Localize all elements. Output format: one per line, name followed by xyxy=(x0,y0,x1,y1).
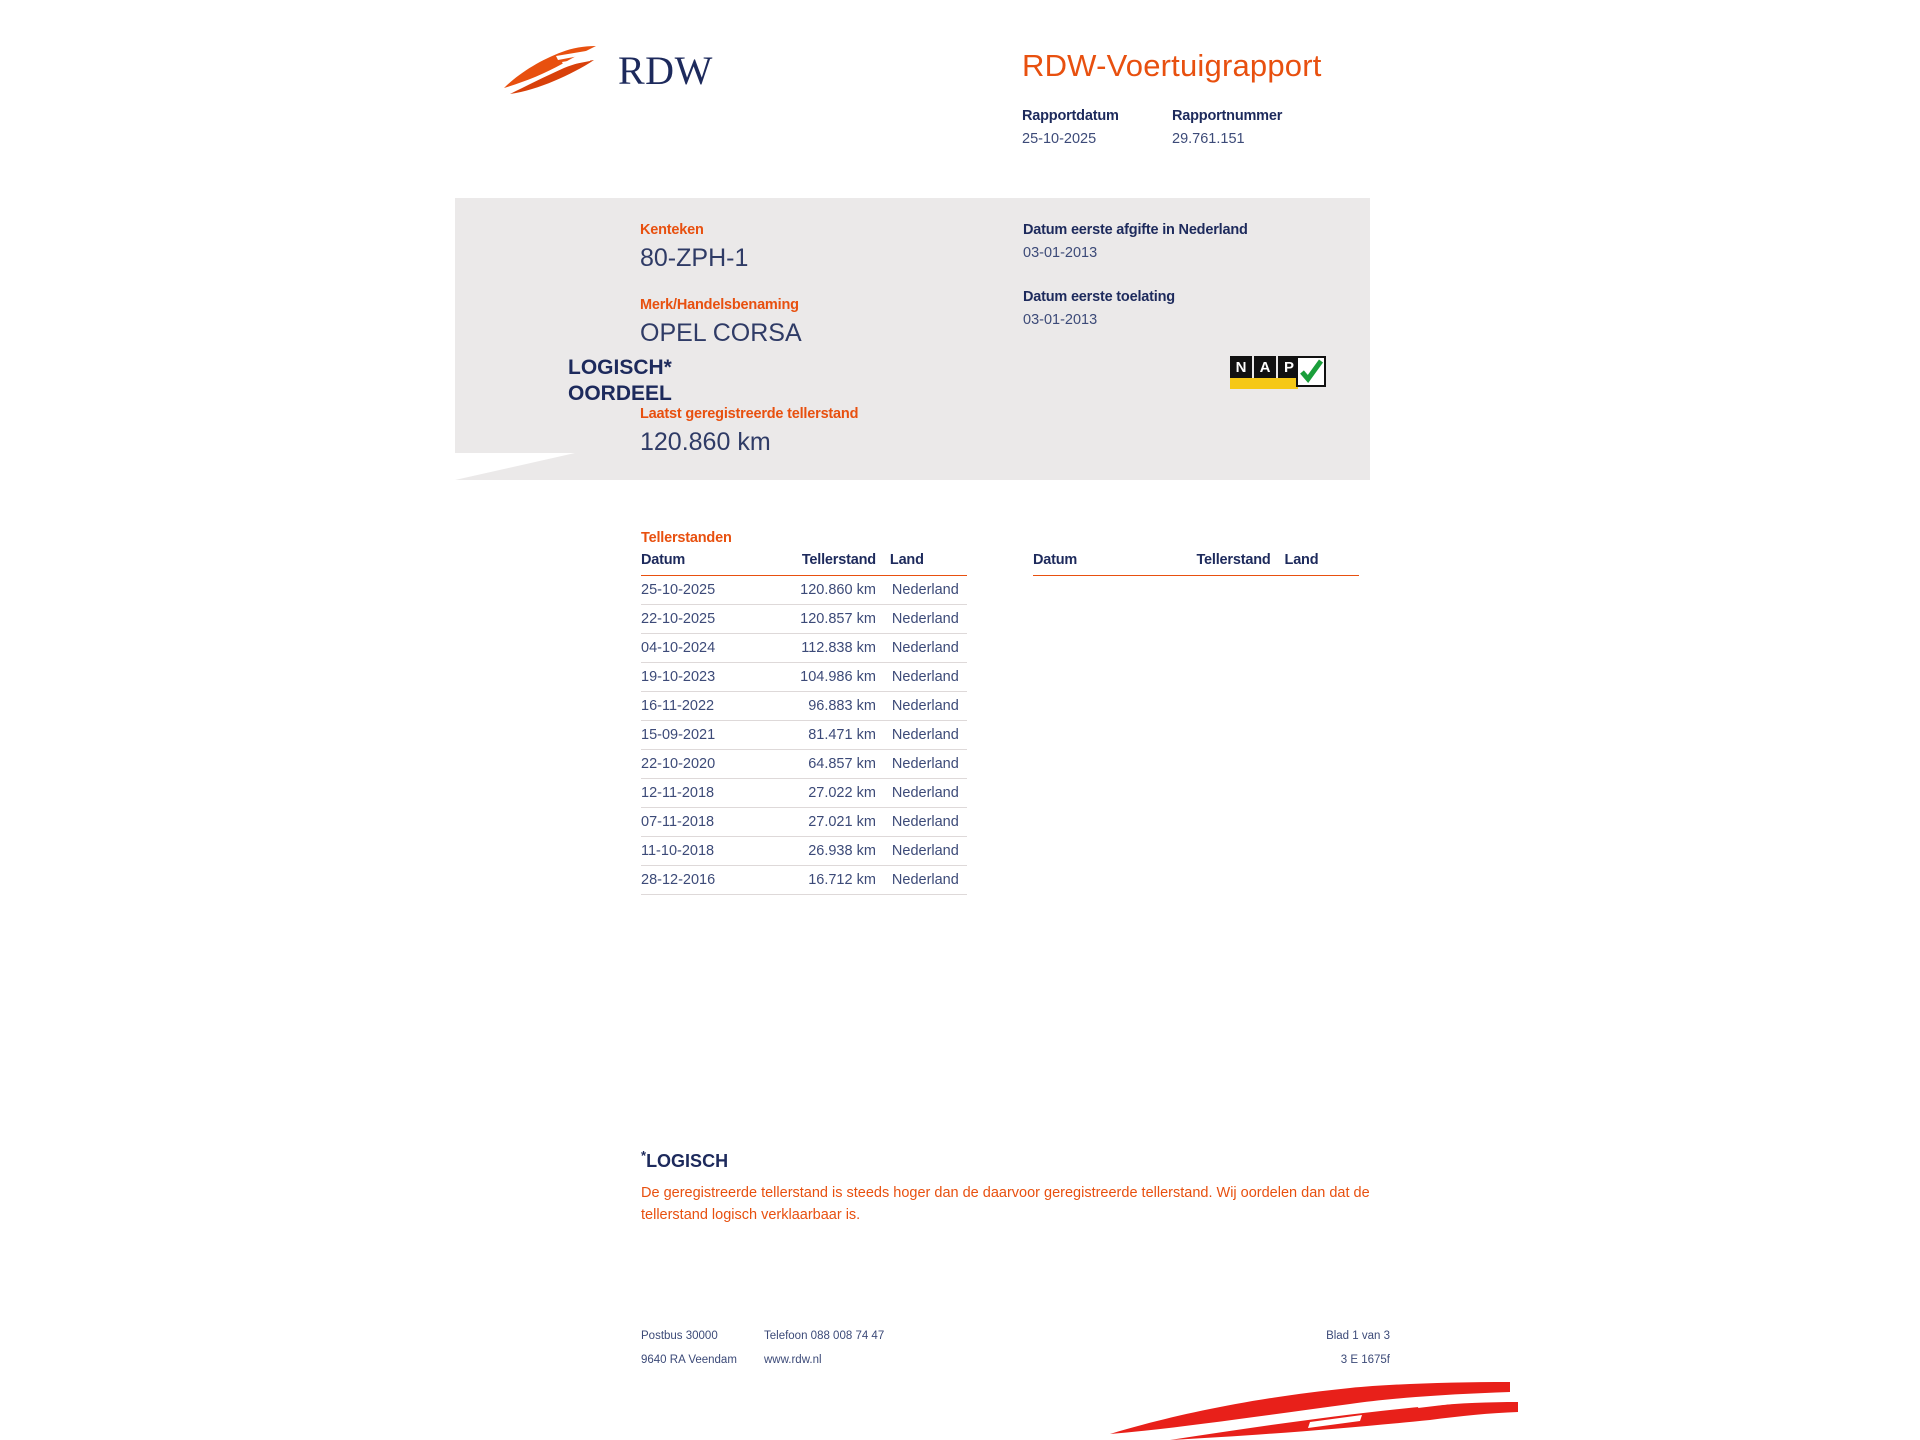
vehicle-summary-panel xyxy=(455,198,1370,480)
logo-wordmark: RDW xyxy=(618,47,713,93)
table-row xyxy=(641,779,967,808)
cell-datum: 19-10-2023 xyxy=(641,663,768,692)
rdw-logo xyxy=(500,40,713,100)
eerste-toelating-label: Datum eerste toelating xyxy=(1023,289,1175,305)
report-date-label: Rapportdatum xyxy=(1022,108,1119,124)
logisch-note xyxy=(641,1148,1381,1227)
cell-datum: 22-10-2025 xyxy=(641,605,768,634)
footer-right xyxy=(1280,1330,1390,1378)
cell-tellerstand: 120.857 km xyxy=(768,605,890,634)
tellerstanden-table-left xyxy=(641,552,967,895)
page-footer xyxy=(641,1330,1381,1378)
tellerstanden-left-body xyxy=(641,576,967,895)
cell-datum: 25-10-2025 xyxy=(641,576,768,605)
nap-badge-icon xyxy=(1230,356,1326,388)
merk-value: OPEL CORSA xyxy=(640,319,802,347)
logisch-note-title xyxy=(641,1148,1381,1172)
cell-tellerstand: 64.857 km xyxy=(768,750,890,779)
table-row xyxy=(641,576,967,605)
cell-tellerstand: 104.986 km xyxy=(768,663,890,692)
cell-land: Nederland xyxy=(890,750,967,779)
table-row xyxy=(641,866,967,895)
cell-tellerstand: 27.021 km xyxy=(768,808,890,837)
nap-letter-n: N xyxy=(1230,356,1252,378)
cell-datum: 16-11-2022 xyxy=(641,692,768,721)
cell-datum: 28-12-2016 xyxy=(641,866,768,895)
eerste-afgifte-label: Datum eerste afgifte in Nederland xyxy=(1023,222,1248,238)
footer-plaats: 9640 RA Veendam xyxy=(641,1354,737,1366)
cell-land: Nederland xyxy=(890,779,967,808)
cell-tellerstand: 112.838 km xyxy=(768,634,890,663)
footer-page-number: Blad 1 van 3 xyxy=(1326,1330,1390,1342)
cell-land: Nederland xyxy=(890,692,967,721)
cell-land: Nederland xyxy=(890,866,967,895)
vehicle-right-column xyxy=(1023,222,1353,328)
cell-land: Nederland xyxy=(890,663,967,692)
cell-datum: 12-11-2018 xyxy=(641,779,768,808)
footer-postbus: Postbus 30000 xyxy=(641,1330,718,1342)
report-meta xyxy=(1022,108,1304,147)
vehicle-left-column xyxy=(640,222,1000,457)
report-date-block xyxy=(1022,108,1150,147)
cell-datum: 04-10-2024 xyxy=(641,634,768,663)
report-number-label: Rapportnummer xyxy=(1172,108,1283,124)
report-date-value: 25-10-2025 xyxy=(1022,131,1097,147)
footer-row-2 xyxy=(641,1354,1381,1366)
tellerstanden-table-right xyxy=(1033,552,1359,576)
footer-telefoon: Telefoon 088 008 74 47 xyxy=(764,1330,885,1342)
rdw-logo-icon xyxy=(500,40,600,100)
footer-website[interactable]: www.rdw.nl xyxy=(764,1354,822,1366)
cell-land: Nederland xyxy=(890,721,967,750)
footer-form-code: 3 E 1675f xyxy=(1340,1354,1390,1366)
table-row xyxy=(641,605,967,634)
nap-letter-p: P xyxy=(1278,356,1300,378)
cell-tellerstand: 26.938 km xyxy=(768,837,890,866)
eerste-toelating-value: 03-01-2013 xyxy=(1023,312,1098,328)
report-number-value: 29.761.151 xyxy=(1172,131,1245,147)
logisch-note-heading: LOGISCH xyxy=(646,1151,729,1171)
cell-datum: 07-11-2018 xyxy=(641,808,768,837)
column-header-land: Land xyxy=(1285,552,1359,576)
page-title: RDW-Voertuigrapport xyxy=(1022,48,1322,83)
table-row xyxy=(641,663,967,692)
column-header-land: Land xyxy=(890,552,967,576)
table-row xyxy=(641,634,967,663)
cell-tellerstand: 96.883 km xyxy=(768,692,890,721)
kenteken-value: 80-ZPH-1 xyxy=(640,244,749,272)
table-row xyxy=(641,837,967,866)
merk-label: Merk/Handelsbenaming xyxy=(640,297,799,313)
cell-land: Nederland xyxy=(890,634,967,663)
table-row xyxy=(641,750,967,779)
laatste-tellerstand-value: 120.860 km xyxy=(640,428,771,456)
cell-land: Nederland xyxy=(890,576,967,605)
table-row xyxy=(641,721,967,750)
cell-land: Nederland xyxy=(890,808,967,837)
report-number-block xyxy=(1172,108,1282,147)
cell-datum: 15-09-2021 xyxy=(641,721,768,750)
cell-tellerstand: 120.860 km xyxy=(768,576,890,605)
cell-datum: 11-10-2018 xyxy=(641,837,768,866)
nap-letter-a: A xyxy=(1254,356,1276,378)
cell-datum: 22-10-2020 xyxy=(641,750,768,779)
kenteken-label: Kenteken xyxy=(640,222,704,238)
tellerstanden-title: Tellerstanden xyxy=(641,530,732,546)
table-row xyxy=(641,692,967,721)
eerste-afgifte-value: 03-01-2013 xyxy=(1023,245,1098,261)
column-header-datum: Datum xyxy=(641,552,768,576)
nap-yellow-bar xyxy=(1230,378,1298,389)
cell-tellerstand: 27.022 km xyxy=(768,779,890,808)
column-header-tellerstand: Tellerstand xyxy=(768,552,890,576)
cell-land: Nederland xyxy=(890,837,967,866)
table-header-row xyxy=(1033,552,1359,576)
oordeel-line-2: OORDEEL xyxy=(568,382,672,406)
column-header-datum: Datum xyxy=(1033,552,1162,576)
laatste-tellerstand-label: Laatst geregistreerde tellerstand xyxy=(640,406,859,422)
oordeel-line-1: LOGISCH* xyxy=(568,356,672,379)
table-header-row xyxy=(641,552,967,576)
cell-tellerstand: 81.471 km xyxy=(768,721,890,750)
logisch-note-body: De geregistreerde tellerstand is steeds hoger dan de daarvoor geregistreerde tellerstand. Wij oordelen dan dat de tellerstand logisch verklaarbaar is. xyxy=(641,1185,1370,1224)
logisch-note-star: * xyxy=(641,1148,647,1163)
column-header-tellerstand: Tellerstand xyxy=(1162,552,1285,576)
oordeel-block xyxy=(568,355,672,408)
table-row xyxy=(641,808,967,837)
cell-tellerstand: 16.712 km xyxy=(768,866,890,895)
footer-row-1 xyxy=(641,1330,1381,1342)
footer-decorative-graphic xyxy=(1050,1382,1520,1440)
cell-land: Nederland xyxy=(890,605,967,634)
nap-check-icon xyxy=(1296,356,1326,387)
